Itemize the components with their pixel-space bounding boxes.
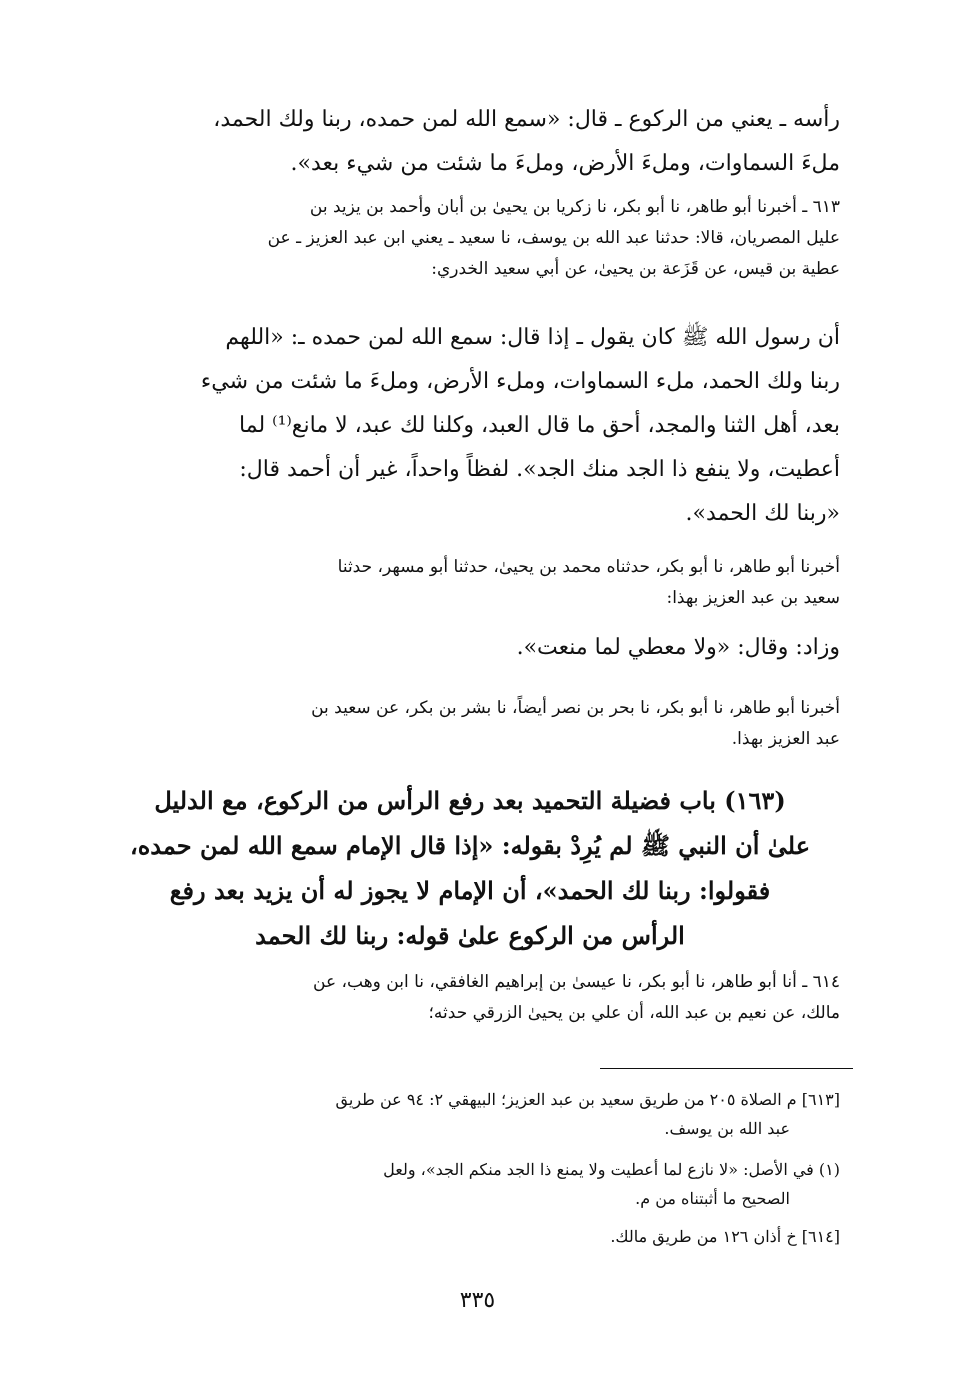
chapter-heading bbox=[100, 778, 840, 958]
isnad-third-chain bbox=[100, 693, 840, 755]
hadith-613-isnad bbox=[100, 192, 840, 285]
text-line: مالك، عن نعيم بن عبد الله، أن علي بن يحيىٰ الزرقي حدثه؛ bbox=[428, 1003, 840, 1023]
page-number: ٣٣٥ bbox=[459, 1288, 496, 1313]
footnote-note-1 bbox=[100, 1155, 840, 1213]
footnote-line: عبد الله بن يوسف. bbox=[664, 1119, 790, 1138]
footnote-ref-614 bbox=[100, 1222, 840, 1251]
text-line: أن رسول الله ﷺ كان يقول ـ إذا قال: سمع الله لمن حمده ـ: «اللهم bbox=[225, 325, 840, 350]
footnote-line: (١) في الأصل: «لا نازع لما أعطيت ولا يمنع ذا الجد منكم الجد»، ولعل bbox=[383, 1160, 840, 1179]
text-line: ٦١٣ ـ أخبرنا أبو طاهر، نا أبو بكر، نا زكريا بن يحيىٰ بن أبان وأحمد بن يزيد بن bbox=[309, 197, 840, 217]
text-line: عبد العزيز بهذا. bbox=[731, 729, 840, 749]
text-line: ٦١٤ ـ أنا أبو طاهر، نا أبو بكر، نا عيسىٰ بن إبراهيم الغافقي، نا ابن وهب، عن bbox=[313, 972, 840, 992]
text-line: وزاد: وقال: «ولا معطي لما منعت». bbox=[516, 635, 840, 660]
text-line: ربنا ولك الحمد، ملء السماوات، وملء الأرض، وملءَ ما شئت من شيء bbox=[200, 369, 840, 394]
heading-line: علىٰ أن النبي ﷺ لم يُرِدْ بقوله: «إذا قال الإمام سمع الله لمن حمده، bbox=[129, 831, 811, 860]
text-line: بعد، أهل الثنا والمجد، أحق ما قال العبد، وكلنا لك عبد، لا مانع⁽¹⁾ لما bbox=[239, 413, 840, 438]
paragraph-continuation bbox=[100, 98, 840, 186]
text-line: رأسه ـ يعني من الركوع ـ قال: «سمع الله لمن حمده، ربنا ولك الحمد، bbox=[213, 107, 840, 132]
isnad-second-chain bbox=[100, 552, 840, 614]
text-line: أعطيت، ولا ينفع ذا الجد منك الجد». لفظاً واحداً، غير أن أحمد قال: bbox=[239, 457, 840, 482]
heading-line: (١٦٣) باب فضيلة التحميد بعد رفع الرأس من الركوع، مع الدليل bbox=[154, 786, 786, 815]
footnote-line: [٦١٣] م الصلاة ٢٠٥ من طريق سعيد بن عبد العزيز؛ البيهقي ٢: ٩٤ عن طريق bbox=[335, 1090, 840, 1109]
text-line: أخبرنا أبو طاهر، نا أبو بكر، نا بحر بن نصر أيضاً، نا بشر بن بكر، عن سعيد بن bbox=[311, 698, 840, 718]
text-line: عليل المصريان، قالا: حدثنا عبد الله بن يوسف، نا سعيد ـ يعني ابن عبد العزيز ـ عن bbox=[267, 228, 840, 248]
footnote-ref-613 bbox=[100, 1085, 840, 1143]
footnote-separator bbox=[600, 1068, 853, 1069]
footnote-line: الصحيح ما أثبتناه من م. bbox=[635, 1189, 790, 1208]
text-line: عطية بن قيس، عن قَزَعة بن يحيىٰ، عن أبي سعيد الخدري: bbox=[431, 259, 840, 279]
text-line: أخبرنا أبو طاهر، نا أبو بكر، حدثناه محمد بن يحيىٰ، حدثنا أبو مسهر، حدثنا bbox=[337, 557, 840, 577]
hadith-613-matn bbox=[100, 316, 840, 536]
text-line: «ربنا لك الحمد». bbox=[685, 501, 840, 526]
addition-line bbox=[100, 626, 840, 670]
text-line: ملءَ السماوات، وملءَ الأرض، وملءَ ما شئت من شيء بعد». bbox=[290, 151, 840, 176]
footnote-line: [٦١٤] خ أذان ١٢٦ من طريق مالك. bbox=[610, 1227, 840, 1246]
hadith-614-isnad bbox=[100, 967, 840, 1029]
text-line: سعيد بن عبد العزيز بهذا: bbox=[666, 588, 840, 608]
heading-line: الرأس من الركوع علىٰ قوله: ربنا لك الحمد bbox=[255, 921, 685, 950]
heading-line: فقولوا: ربنا لك الحمد»، أن الإمام لا يجوز له أن يزيد بعد رفع bbox=[169, 876, 771, 905]
